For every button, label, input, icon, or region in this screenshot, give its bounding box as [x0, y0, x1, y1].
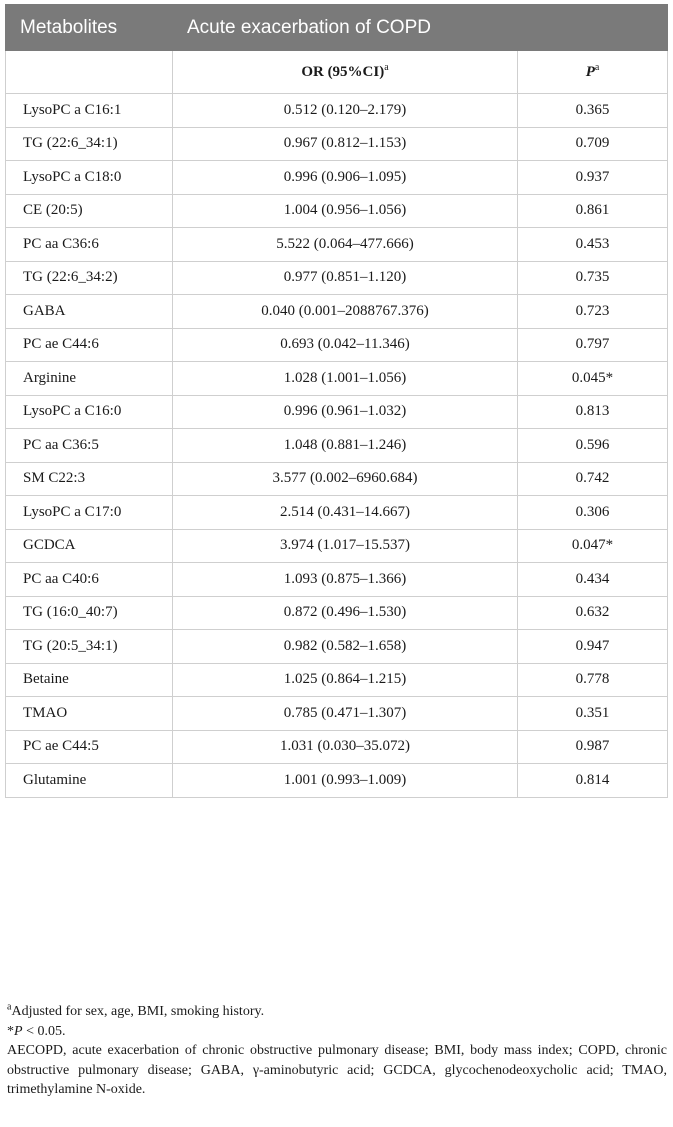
table-row [6, 764, 668, 798]
metabolite-cell: GABA [6, 295, 173, 329]
or-ci-cell: 2.514 (0.431–14.667) [173, 496, 518, 530]
p-value-cell: 0.947 [518, 630, 668, 664]
p-value-cell: 0.797 [518, 328, 668, 362]
footnote-star-text: < 0.05. [22, 1023, 66, 1039]
footnote-star [7, 1022, 667, 1042]
results-table [5, 4, 668, 798]
or-ci-cell: 1.031 (0.030–35.072) [173, 730, 518, 764]
table-body [6, 94, 668, 798]
table-row [6, 395, 668, 429]
metabolite-cell: LysoPC a C17:0 [6, 496, 173, 530]
table-row [6, 194, 668, 228]
metabolite-cell: PC aa C36:5 [6, 429, 173, 463]
metabolite-cell: TG (22:6_34:1) [6, 127, 173, 161]
table-row [6, 663, 668, 697]
subheader-or-label: OR (95%CI) [301, 63, 385, 80]
or-ci-cell: 1.028 (1.001–1.056) [173, 362, 518, 396]
metabolite-cell: LysoPC a C16:0 [6, 395, 173, 429]
metabolite-cell: TG (20:5_34:1) [6, 630, 173, 664]
or-ci-cell: 1.004 (0.956–1.056) [173, 194, 518, 228]
p-value-cell: 0.632 [518, 596, 668, 630]
metabolite-cell: SM C22:3 [6, 462, 173, 496]
table-row [6, 496, 668, 530]
metabolite-cell: TG (16:0_40:7) [6, 596, 173, 630]
metabolite-cell: TMAO [6, 697, 173, 731]
subheader-p-label: P [585, 63, 595, 80]
footnote-star-mark: * [7, 1023, 14, 1039]
metabolite-cell: Arginine [6, 362, 173, 396]
metabolite-cell: CE (20:5) [6, 194, 173, 228]
metabolite-cell: PC aa C40:6 [6, 563, 173, 597]
header-group: Acute exacerbation of COPD [173, 5, 668, 51]
or-ci-cell: 5.522 (0.064–477.666) [173, 228, 518, 262]
p-value-cell: 0.351 [518, 697, 668, 731]
p-value-cell: 0.723 [518, 295, 668, 329]
or-ci-cell: 3.577 (0.002–6960.684) [173, 462, 518, 496]
or-ci-cell: 1.025 (0.864–1.215) [173, 663, 518, 697]
table-row [6, 328, 668, 362]
metabolite-cell: PC ae C44:6 [6, 328, 173, 362]
or-ci-cell: 0.040 (0.001–2088767.376) [173, 295, 518, 329]
footnote-a-text: Adjusted for sex, age, BMI, smoking history. [11, 1004, 265, 1019]
or-ci-cell: 0.967 (0.812–1.153) [173, 127, 518, 161]
p-value-cell: 0.814 [518, 764, 668, 798]
footnote-star-p: P [14, 1023, 23, 1039]
footnote-a-mark: a [7, 1001, 12, 1013]
table-row [6, 261, 668, 295]
or-ci-cell: 0.996 (0.906–1.095) [173, 161, 518, 195]
table-row [6, 596, 668, 630]
or-ci-cell: 0.785 (0.471–1.307) [173, 697, 518, 731]
table-row [6, 127, 668, 161]
p-value-cell: 0.937 [518, 161, 668, 195]
subheader-p-sup: a [594, 61, 600, 73]
p-value-cell: 0.778 [518, 663, 668, 697]
table-row [6, 730, 668, 764]
subheader-p [518, 51, 668, 94]
or-ci-cell: 0.693 (0.042–11.346) [173, 328, 518, 362]
or-ci-cell: 0.872 (0.496–1.530) [173, 596, 518, 630]
table-row [6, 161, 668, 195]
metabolite-cell: TG (22:6_34:2) [6, 261, 173, 295]
table-header-row [6, 5, 668, 51]
results-table-container [5, 4, 667, 798]
or-ci-cell: 0.996 (0.961–1.032) [173, 395, 518, 429]
metabolite-cell: PC ae C44:5 [6, 730, 173, 764]
table-row [6, 228, 668, 262]
table-row [6, 563, 668, 597]
table-footnotes [7, 1002, 667, 1100]
or-ci-cell: 0.977 (0.851–1.120) [173, 261, 518, 295]
header-metabolites: Metabolites [6, 5, 173, 51]
or-ci-cell: 1.093 (0.875–1.366) [173, 563, 518, 597]
table-row [6, 697, 668, 731]
p-value-cell: 0.306 [518, 496, 668, 530]
or-ci-cell: 1.001 (0.993–1.009) [173, 764, 518, 798]
metabolite-cell: GCDCA [6, 529, 173, 563]
p-value-cell: 0.365 [518, 94, 668, 128]
p-value-cell: 0.596 [518, 429, 668, 463]
p-value-cell: 0.045* [518, 362, 668, 396]
p-value-cell: 0.709 [518, 127, 668, 161]
p-value-cell: 0.987 [518, 730, 668, 764]
table-row [6, 630, 668, 664]
p-value-cell: 0.742 [518, 462, 668, 496]
or-ci-cell: 0.982 (0.582–1.658) [173, 630, 518, 664]
or-ci-cell: 0.512 (0.120–2.179) [173, 94, 518, 128]
p-value-cell: 0.047* [518, 529, 668, 563]
p-value-cell: 0.735 [518, 261, 668, 295]
table-row [6, 295, 668, 329]
metabolite-cell: Betaine [6, 663, 173, 697]
table-row [6, 462, 668, 496]
footnote-a [7, 1002, 667, 1022]
metabolite-cell: LysoPC a C18:0 [6, 161, 173, 195]
subheader-or [173, 51, 518, 94]
table-row [6, 429, 668, 463]
metabolite-cell: PC aa C36:6 [6, 228, 173, 262]
table-row [6, 94, 668, 128]
footnote-abbreviations: AECOPD, acute exacerbation of chronic obstructive pulmonary disease; BMI, body mass index; COPD, chronic obstructive pulmonary disease; GABA, γ-aminobutyric acid; GCDCA, glycochenodeoxycholic acid; TMAO, trimethylamine N-oxide. [7, 1043, 667, 1097]
table-row [6, 529, 668, 563]
subheader-empty [6, 51, 173, 94]
metabolite-cell: LysoPC a C16:1 [6, 94, 173, 128]
table-row [6, 362, 668, 396]
metabolite-cell: Glutamine [6, 764, 173, 798]
subheader-or-sup: a [384, 61, 389, 73]
p-value-cell: 0.861 [518, 194, 668, 228]
or-ci-cell: 1.048 (0.881–1.246) [173, 429, 518, 463]
p-value-cell: 0.813 [518, 395, 668, 429]
p-value-cell: 0.434 [518, 563, 668, 597]
table-subheader-row [6, 51, 668, 94]
or-ci-cell: 3.974 (1.017–15.537) [173, 529, 518, 563]
p-value-cell: 0.453 [518, 228, 668, 262]
